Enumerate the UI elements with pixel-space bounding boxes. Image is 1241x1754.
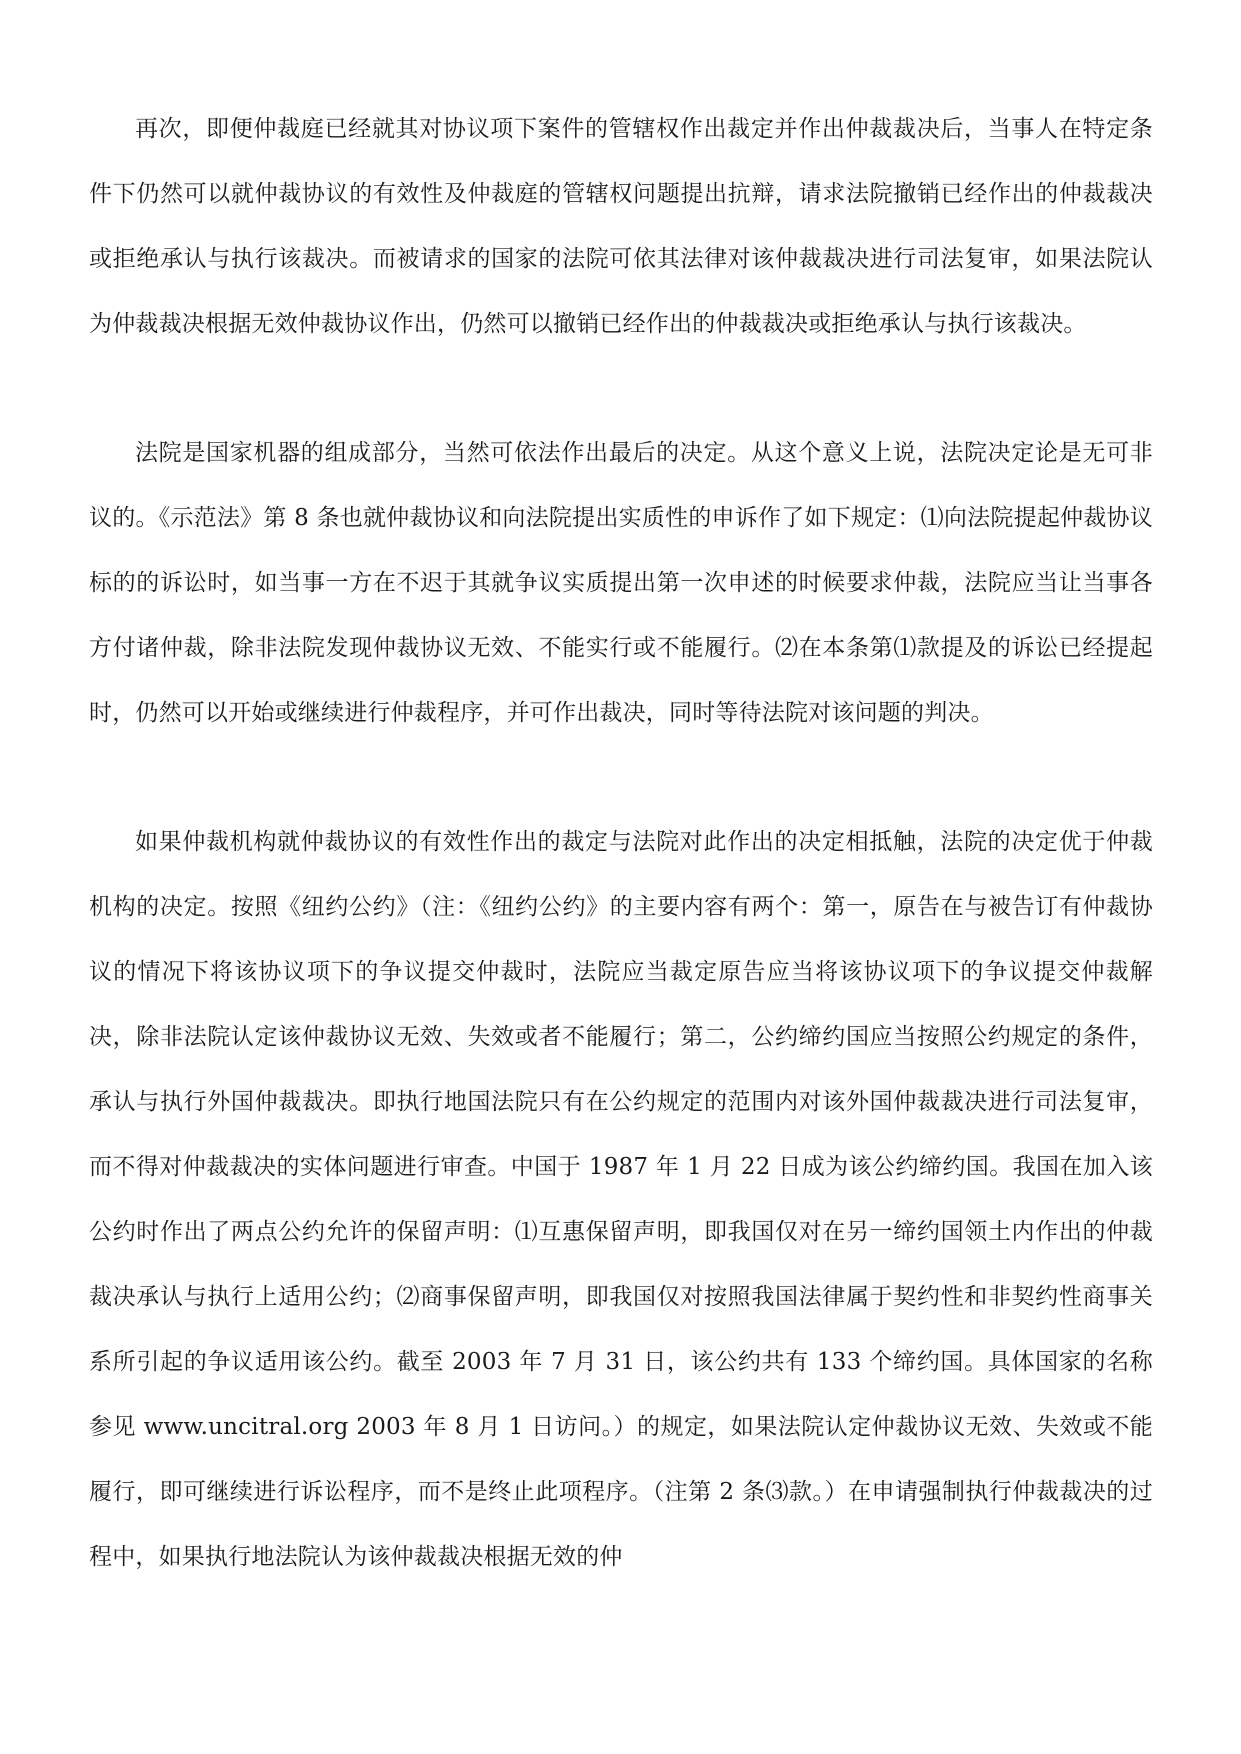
paragraph-2: 法院是国家机器的组成部分，当然可依法作出最后的决定。从这个意义上说，法院决定论是无可非议的。《示范法》第 8 条也就仲裁协议和向法院提出实质性的申诉作了如下规定：⑴向法院提起仲裁协议标的的诉讼时，如当事一方在不迟于其就争议实质提出第一次申述的时候要求仲裁，法院应当让当事各方付诸仲裁，除非法院发现仲裁协议无效、不能实行或不能履行。⑵在本条第⑴款提及的诉讼已经提起时，仍然可以开始或继续进行仲裁程序，并可作出裁决，同时等待法院对该问题的判决。 (89, 440, 1153, 726)
document-body (89, 97, 1153, 1590)
paragraph-1: 再次，即便仲裁庭已经就其对协议项下案件的管辖权作出裁定并作出仲裁裁决后，当事人在特定条件下仍然可以就仲裁协议的有效性及仲裁庭的管辖权问题提出抗辩，请求法院撤销已经作出的仲裁裁决或拒绝承认与执行该裁决。而被请求的国家的法院可依其法律对该仲裁裁决进行司法复审，如果法院认为仲裁裁决根据无效仲裁协议作出，仍然可以撤销已经作出的仲裁裁决或拒绝承认与执行该裁决。 (89, 116, 1153, 337)
paragraph-spacer (89, 357, 1153, 421)
paragraph-spacer (89, 746, 1153, 810)
paragraph-3: 如果仲裁机构就仲裁协议的有效性作出的裁定与法院对此作出的决定相抵触，法院的决定优于仲裁机构的决定。按照《纽约公约》（注：《纽约公约》的主要内容有两个：第一，原告在与被告订有仲裁协议的情况下将该协议项下的争议提交仲裁时，法院应当裁定原告应当将该协议项下的争议提交仲裁解决，除非法院认定该仲裁协议无效、失效或者不能履行；第二，公约缔约国应当按照公约规定的条件，承认与执行外国仲裁裁决。即执行地国法院只有在公约规定的范围内对该外国仲裁裁决进行司法复审，而不得对仲裁裁决的实体问题进行审查。中国于 1987 年 1 月 22 日成为该公约缔约国。我国在加入该公约时作出了两点公约允许的保留声明：⑴互惠保留声明，即我国仅对在另一缔约国领土内作出的仲裁裁决承认与执行上适用公约；⑵商事保留声明，即我国仅对按照我国法律属于契约性和非契约性商事关系所引起的争议适用该公约。截至 2003 年 7 月 31 日，该公约共有 133 个缔约国。具体国家的名称参见 www.uncitral.org 2003 年 8 月 1 日访问。）的规定，如果法院认定仲裁协议无效、失效或不能履行，即可继续进行诉讼程序，而不是终止此项程序。（注第 2 条⑶款。）在申请强制执行仲裁裁决的过程中，如果执行地法院认为该仲裁裁决根据无效的仲 (89, 829, 1153, 1570)
